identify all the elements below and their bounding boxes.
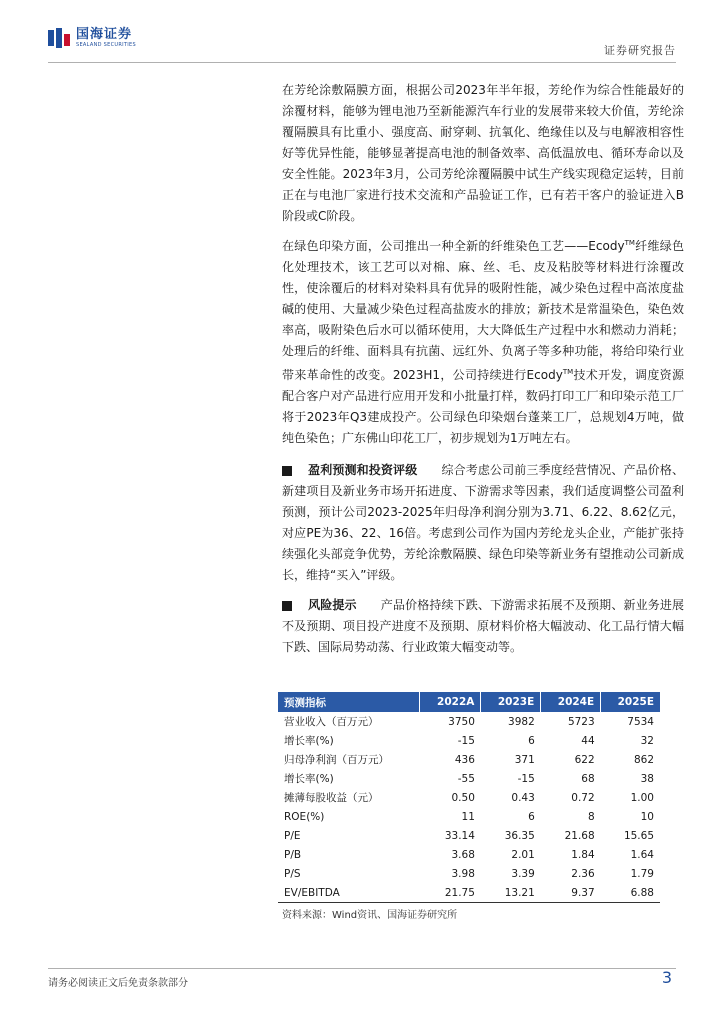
paragraph-risk-warning: 风险提示 产品价格持续下跌、下游需求拓展不及预期、新业务进展不及预期、项目投产进度不及预期、原材料价格大幅波动、化工品行情大幅下跌、国际局势动荡、行业政策大幅变动等。 (282, 598, 684, 654)
table-cell: -15 (457, 734, 475, 747)
table-row (278, 750, 660, 769)
table-cell: 3750 (448, 715, 475, 728)
table-cell: 8 (587, 810, 595, 823)
table-cell: 0.43 (511, 791, 535, 804)
table-cell: 33.14 (444, 829, 475, 842)
table-cell: 21.68 (564, 829, 595, 842)
table-cell: 摊薄每股收益（元） (284, 792, 379, 804)
table-cell: 营业收入（百万元） (284, 716, 379, 728)
table-cell: 增长率(%) (284, 735, 334, 747)
table-cell: 436 (454, 753, 475, 766)
paragraph-green-dyeing: 在绿色印染方面，公司推出一种全新的纤维染色工艺——Ecody™纤维绿色化处理技术，该工艺可以对棉、麻、丝、毛、皮及粘胶等材料进行涂覆改性，使涂覆后的材料对染料具有优异的吸附性能，减少染色过程中高浓度盐碱的使用、大量减少染色过程高盐废水的排放；新技术是常温染色，染色效率高，吸附染色后水可以循环使用，大大降低生产过程中水和燃动力消耗；处理后的纤维、面料具有抗菌、远红外、负离子等多种功能，将给印染行业带来革命性的改变。2023H1，公司持续进行Ecody™技术开发，调度资源配合客户对产品进行应用开发和小批量打样，数码打印工厂和印染示范工厂将于2023年Q3建成投产。公司绿色印染烟台蓬莱工厂，总规划4万吨，做纯色染色；广东佛山印花工厂，初步规划为1万吨左右。 (282, 239, 684, 445)
table-cell: 10 (640, 810, 654, 823)
table-cell: 1.64 (630, 848, 654, 861)
table-row (278, 845, 660, 864)
company-logo (48, 28, 136, 48)
table-cell: 36.35 (504, 829, 535, 842)
table-cell: 3982 (508, 715, 535, 728)
section-title-forecast: 盈利预测和投资评级 (308, 463, 418, 477)
table-cell: 1.84 (571, 848, 595, 861)
table-cell: 3.98 (451, 867, 475, 880)
table-row (278, 807, 660, 826)
table-cell: 2.01 (511, 848, 535, 861)
page-header (48, 28, 676, 62)
table-cell: P/S (284, 867, 301, 880)
table-cell: 13.21 (481, 883, 541, 903)
forecast-table (278, 692, 660, 903)
table-cell: 44 (581, 734, 595, 747)
footer-divider (48, 968, 676, 969)
table-cell: P/B (284, 848, 302, 861)
table-cell: 371 (514, 753, 535, 766)
page-number: 3 (661, 968, 672, 987)
table-cell: -15 (517, 772, 535, 785)
logo-icon (48, 28, 70, 48)
section-title-risk: 风险提示 (308, 598, 357, 612)
table-cell: ROE(%) (284, 810, 325, 823)
table-cell: 1.00 (630, 791, 654, 804)
table-cell: 增长率(%) (284, 773, 334, 785)
table-cell: 862 (633, 753, 654, 766)
table-cell: 1.79 (630, 867, 654, 880)
table-header-row (278, 692, 660, 712)
header-divider (48, 62, 676, 63)
table-header-cell: 2025E (601, 692, 660, 712)
table-header-cell: 预测指标 (278, 692, 420, 712)
table-cell: 6.88 (601, 883, 660, 903)
table-cell: 11 (461, 810, 475, 823)
table-cell: EV/EBITDA (278, 883, 420, 903)
table-cell: P/E (284, 829, 301, 842)
table-row (278, 788, 660, 807)
table-cell: 38 (640, 772, 654, 785)
table-cell: -55 (457, 772, 475, 785)
table-cell: 68 (581, 772, 595, 785)
logo-name-en: SEALAND SECURITIES (76, 42, 136, 48)
table-header-cell: 2024E (541, 692, 601, 712)
table-cell: 6 (528, 734, 535, 747)
table-cell: 2.36 (571, 867, 595, 880)
footer-disclaimer: 请务必阅读正文后免责条款部分 (48, 978, 188, 989)
table-row (278, 731, 660, 750)
table-row (278, 769, 660, 788)
table-row (278, 864, 660, 883)
table-cell: 6 (528, 810, 535, 823)
document-type-label: 证券研究报告 (604, 44, 676, 57)
table-row (278, 826, 660, 845)
table-source-note: 资料来源：Wind资讯、国海证券研究所 (282, 910, 458, 921)
table-cell: 5723 (567, 715, 595, 728)
paragraph-aramid-separator: 在芳纶涂敷隔膜方面，根据公司2023年半年报，芳纶作为综合性能最好的涂覆材料，能够为锂电池乃至新能源汽车行业的发展带来较大价值，芳纶涂覆隔膜具有比重小、强度高、耐穿刺、抗氧化、绝缘佳以及与电解液相容性好等优异性能，能够显著提高电池的制备效率、高低温放电、循环寿命以及安全性能。2023年3月，公司芳纶涂覆隔膜中试生产线实现稳定运转，目前正在与电池厂家进行技术交流和产品验证工作，已有若干客户的验证进入B阶段或C阶段。 (282, 83, 684, 223)
table-header-cell: 2022A (420, 692, 481, 712)
table-cell: 7534 (627, 715, 654, 728)
logo-name-cn: 国海证券 (76, 27, 133, 42)
table-cell: 622 (574, 753, 595, 766)
table-row (278, 883, 660, 903)
table-header-cell: 2023E (481, 692, 541, 712)
table-cell: 32 (640, 734, 654, 747)
table-cell: 21.75 (420, 883, 481, 903)
table-cell: 3.39 (511, 867, 535, 880)
table-cell: 归母净利润（百万元） (284, 754, 389, 766)
table-cell: 0.50 (451, 791, 475, 804)
table-cell: 15.65 (623, 829, 654, 842)
table-cell: 0.72 (571, 791, 595, 804)
table-row (278, 712, 660, 731)
table-cell: 3.68 (451, 848, 475, 861)
paragraph-earnings-forecast: 盈利预测和投资评级 综合考虑公司前三季度经营情况、产品价格、新建项目及新业务市场开拓进度、下游需求等因素，我们适度调整公司盈利预测，预计公司2023-2025年归母净利润分别为3.71、6.22、8.62亿元，对应PE为36、22、16倍。考虑到公司作为国内芳纶龙头企业，产能扩张持续强化头部竞争优势，芳纶涂敷隔膜、绿色印染等新业务有望推动公司新成长，维持“买入”评级。 (282, 463, 684, 582)
table-cell: 9.37 (541, 883, 601, 903)
